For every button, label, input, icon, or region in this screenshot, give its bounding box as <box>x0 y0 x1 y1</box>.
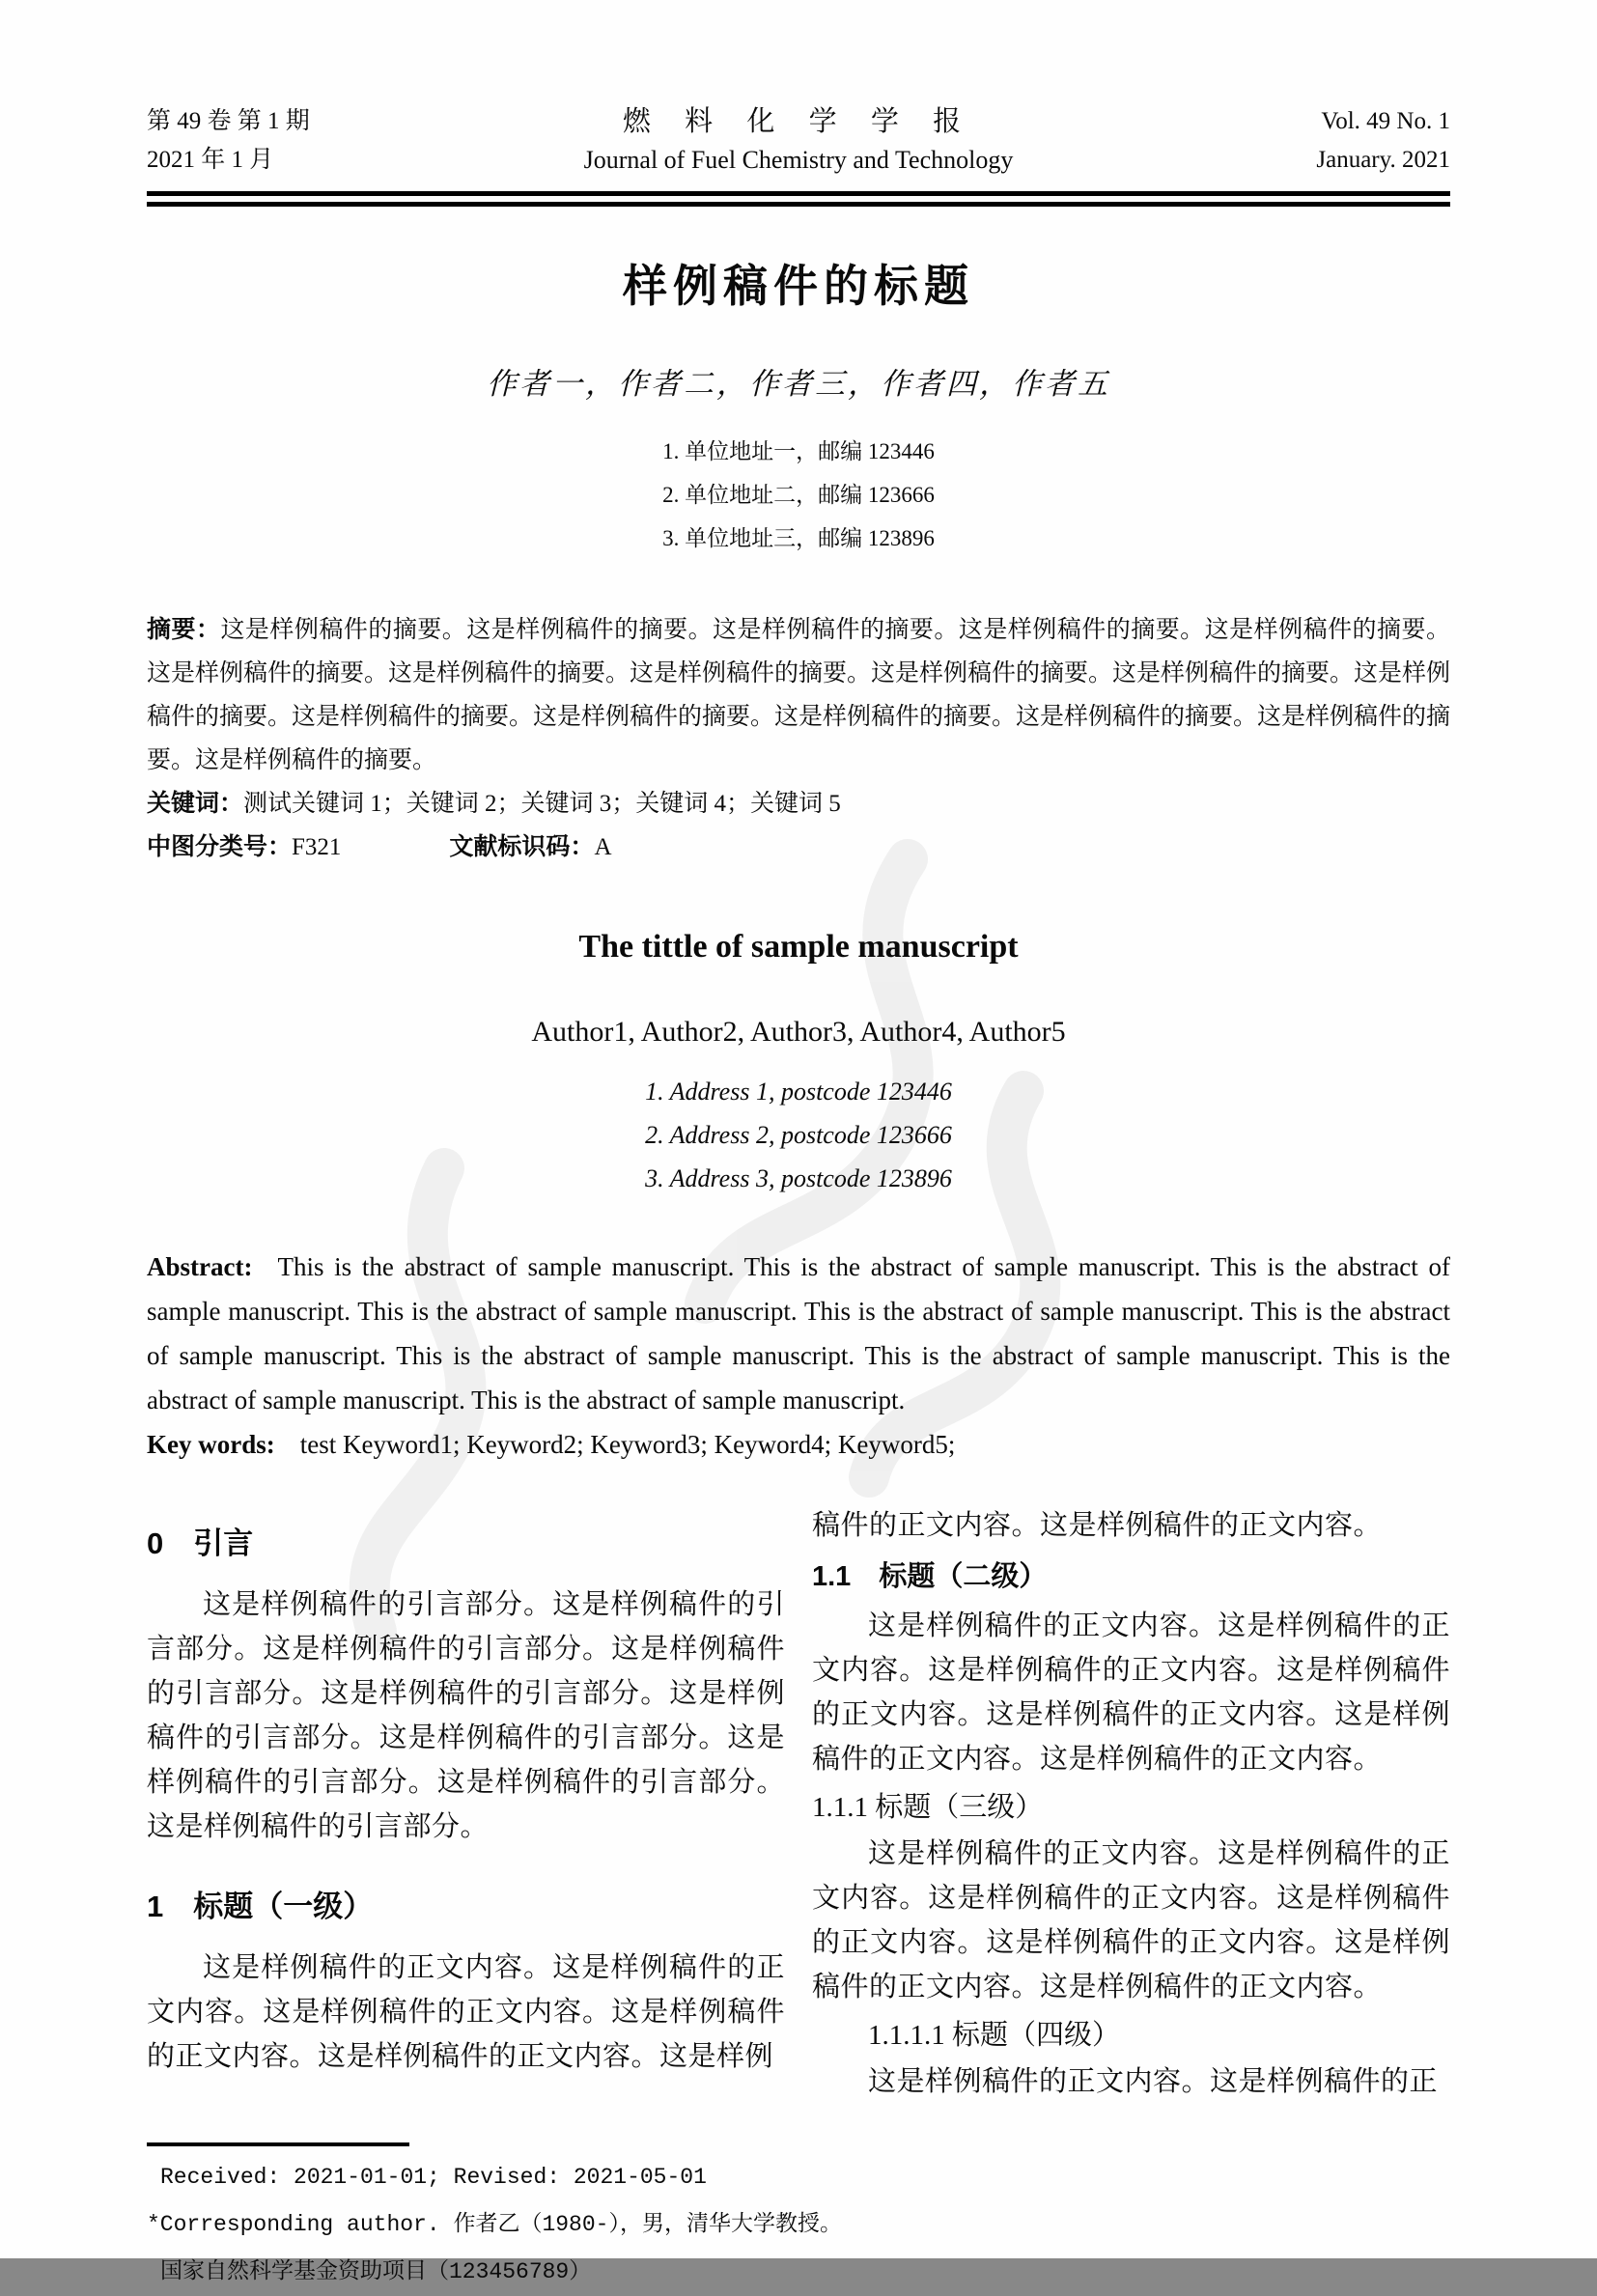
left-column <box>147 1503 785 2104</box>
clc-label: 中图分类号： <box>147 833 293 860</box>
article-title-cn: 样例稿件的标题 <box>623 261 974 311</box>
heading-level3: 1.1.1 标题（三级） <box>812 1792 1044 1823</box>
journal-title-block <box>436 102 1161 180</box>
authors-cn: 作者一，作者二，作者三，作者四，作者五 <box>487 367 1110 401</box>
heading-level4: 1.1.1.1 标题（四级） <box>868 2020 1121 2051</box>
authors-en: Author1, Author2, Author3, Author4, Author5 <box>531 1016 1066 1048</box>
right-column <box>812 1503 1450 2104</box>
abstract-en-paragraph <box>147 1245 1450 1422</box>
doc-code-label: 文献标识码： <box>449 833 595 860</box>
volume-issue-line: 第 49 卷 第 1 期 <box>147 108 310 134</box>
article-title-en: The tittle of sample manuscript <box>578 929 1019 965</box>
heading-intro: 0 引言 <box>147 1526 254 1560</box>
volume-number-line: Vol. 49 No. 1 <box>1321 108 1450 134</box>
section1111-paragraph: 这是样例稿件的正文内容。这是样例稿件的正 <box>868 2066 1439 2097</box>
affiliation-cn-2: 2. 单位地址二，邮编 123666 <box>662 483 935 507</box>
section1-paragraph-continued: 稿件的正文内容。这是样例稿件的正文内容。 <box>812 1510 1383 1541</box>
section111-paragraph: 这是样例稿件的正文内容。这是样例稿件的正文内容。这是样例稿件的正文内容。这是样例稿件的正文内容。这是样例稿件的正文内容。这是样例稿件的正文内容。这是样例稿件的正文内容。 <box>812 1838 1450 2002</box>
abstract-cn-paragraph <box>147 608 1450 782</box>
keywords-cn-paragraph <box>147 782 1450 826</box>
affiliation-en-2: 2. Address 2, postcode 123666 <box>645 1121 952 1149</box>
affiliations-cn <box>147 430 1450 560</box>
journal-header <box>147 0 1450 180</box>
issue-info <box>147 102 436 180</box>
footnote-block <box>147 2142 1450 2296</box>
issue-date-cn-line: 2021 年 1 月 <box>147 147 274 173</box>
affiliation-en-1: 1. Address 1, postcode 123446 <box>645 1078 952 1106</box>
footnote-received: Received: 2021-01-01; Revised: 2021-05-01 <box>160 2165 707 2190</box>
abstract-en-block <box>147 1245 1450 1467</box>
affiliation-cn-3: 3. 单位地址三，邮编 123896 <box>662 526 935 550</box>
intro-paragraph: 这是样例稿件的引言部分。这是样例稿件的引言部分。这是样例稿件的引言部分。这是样例稿件的引言部分。这是样例稿件的引言部分。这是样例稿件的引言部分。这是样例稿件的引言部分。这是样例稿件的引言部分。这是样例稿件的引言部分。这是样例稿件的引言部分。 <box>147 1589 785 1842</box>
section11-paragraph: 这是样例稿件的正文内容。这是样例稿件的正文内容。这是样例稿件的正文内容。这是样例稿件的正文内容。这是样例稿件的正文内容。这是样例稿件的正文内容。这是样例稿件的正文内容。 <box>812 1610 1450 1775</box>
abstract-en-text: This is the abstract of sample manuscript. This is the abstract of sample manuscript. This is the abstract of sample manuscript. This is the abstract of sample manuscript. This is the abstract of sample manuscript. This is the abstract of sample manuscript. This is the abstract of sample manuscript. This is the abstract of sample manuscript. This is the abstract of sample manuscript. This is the abstract of sample manuscript. <box>147 1252 1450 1414</box>
classification-line <box>147 826 1450 869</box>
keywords-cn-label: 关键词： <box>147 790 244 817</box>
keywords-cn-text: 测试关键词 1；关键词 2；关键词 3；关键词 4；关键词 5 <box>243 791 841 817</box>
heading-level1: 1 标题（一级） <box>147 1890 374 1923</box>
body-columns <box>147 1503 1450 2104</box>
footnote-funding: 国家自然科学基金资助项目（123456789） <box>160 2259 592 2284</box>
footnote-corresponding-author: *Corresponding author. 作者乙（1980-），男，清华大学教授。 <box>147 2212 842 2237</box>
doc-code-value: A <box>594 834 612 860</box>
keywords-en-text: test Keyword1; Keyword2; Keyword3; Keyword4; Keyword5; <box>299 1430 956 1459</box>
affiliation-en-3: 3. Address 3, postcode 123896 <box>645 1164 952 1192</box>
affiliation-cn-1: 1. 单位地址一，邮编 123446 <box>662 439 935 463</box>
section1-paragraph-left: 这是样例稿件的正文内容。这是样例稿件的正文内容。这是样例稿件的正文内容。这是样例稿件的正文内容。这是样例稿件的正文内容。这是样例 <box>147 1952 785 2072</box>
header-double-rule <box>147 191 1450 207</box>
issue-date-en-line: January. 2021 <box>1316 147 1450 173</box>
abstract-cn-label: 摘要： <box>147 616 221 643</box>
footnote-rule <box>147 2142 409 2146</box>
volume-info-en <box>1161 102 1450 180</box>
heading-level2: 1.1 标题（二级） <box>812 1561 1048 1592</box>
journal-title-en: Journal of Fuel Chemistry and Technology <box>583 146 1014 174</box>
abstract-en-label: Abstract: <box>147 1252 253 1281</box>
affiliations-en <box>147 1070 1450 1200</box>
keywords-en-label: Key words: <box>147 1430 275 1459</box>
clc-value: F321 <box>292 834 342 860</box>
keywords-en-paragraph <box>147 1422 1450 1467</box>
journal-title-cn: 燃 料 化 学 学 报 <box>622 106 975 137</box>
abstract-cn-block <box>147 608 1450 869</box>
clc-item <box>147 826 341 869</box>
doc-code-item <box>449 826 611 869</box>
abstract-cn-text: 这是样例稿件的摘要。这是样例稿件的摘要。这是样例稿件的摘要。这是样例稿件的摘要。这是样例稿件的摘要。这是样例稿件的摘要。这是样例稿件的摘要。这是样例稿件的摘要。这是样例稿件的摘要。这是样例稿件的摘要。这是样例稿件的摘要。这是样例稿件的摘要。这是样例稿件的摘要。这是样例稿件的摘要。这是样例稿件的摘要。这是样例稿件的摘要。这是样例稿件的摘要。 <box>147 617 1451 773</box>
